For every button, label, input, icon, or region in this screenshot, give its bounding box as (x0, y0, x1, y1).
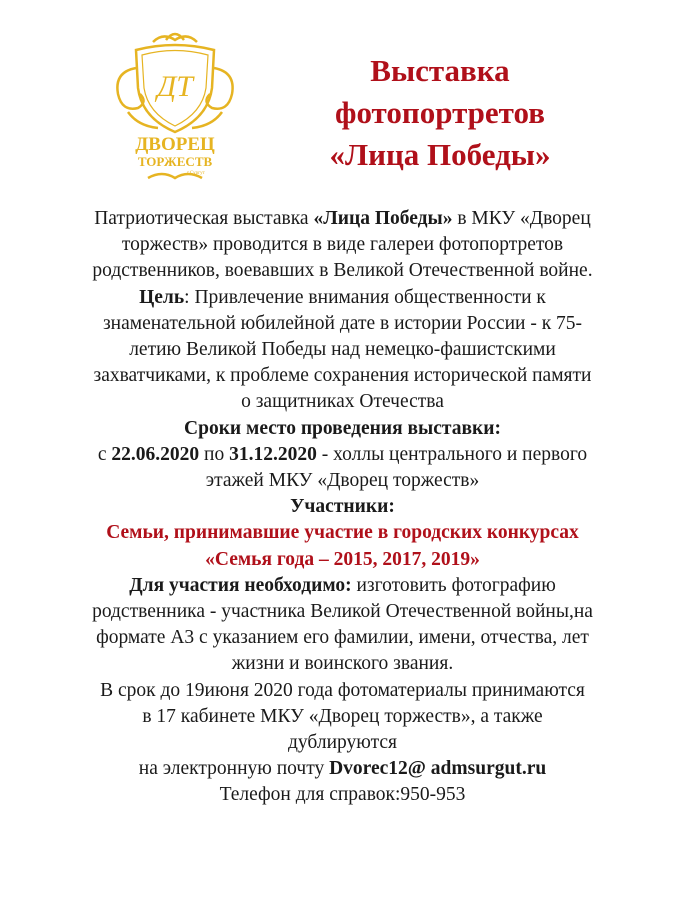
title-line-2: фотопортретов (335, 95, 545, 130)
dates-line: этажей МКУ «Дворец торжеств» (205, 470, 480, 492)
participants-line: Семьи, принимавшие участие в городских конкурсах (106, 522, 579, 544)
intro-line: Патриотическая выставка «Лица Победы» в МКУ «Дворец (94, 208, 591, 229)
intro-line: родственников, воевавших в Великой Отечественной войне. (92, 260, 593, 282)
submission-line: в 17 кабинете МКУ «Дворец торжеств», а также (142, 705, 543, 727)
submission-line: дублируются (288, 732, 397, 754)
requirements-line: жизни и воинского звания. (231, 653, 454, 675)
phone-number: 950-953 (400, 784, 466, 806)
email-link[interactable]: Dvorec12@ admsurgut.ru (329, 758, 547, 780)
title-line-3: «Лица Победы» (329, 137, 551, 172)
goal-line: Цель: Привлечение внимания общественности к (139, 286, 546, 308)
requirements-line: родственника - участника Великой Отечественной войны,на (92, 601, 593, 623)
svg-text:ТОРЖЕСТВ: ТОРЖЕСТВ (137, 154, 213, 169)
page-title (300, 50, 580, 176)
crest-icon (108, 28, 243, 188)
goal-line: летию Великой Победы над немецко-фашистскими (129, 339, 556, 361)
goal-label: Цель (139, 286, 185, 308)
requirements-label: Для участия необходимо: (129, 574, 352, 596)
svg-text:ДВОРЕЦ: ДВОРЕЦ (135, 134, 215, 155)
goal-line: захватчиками, к проблеме сохранения исторической памяти (93, 365, 592, 387)
announcement-body (40, 206, 645, 809)
requirements-line: формате А3 с указанием его фамилии, имени, отчества, лет (96, 627, 589, 649)
participants-heading: Участники: (290, 496, 395, 518)
svg-text:ДТ: ДТ (157, 70, 193, 103)
goal-line: о защитниках Отечества (241, 391, 444, 413)
phone-line: Телефон для справок:950-953 (219, 784, 466, 806)
requirements-line: Для участия необходимо: изготовить фотографию (129, 574, 556, 596)
exhibition-name: «Лица Победы» (313, 208, 453, 229)
start-date: 22.06.2020 (111, 443, 200, 465)
intro-line: торжеств» проводится в виде галереи фотопортретов (121, 234, 564, 256)
submission-line: В срок до 19июня 2020 года фотоматериалы принимаются (100, 679, 585, 701)
dates-heading: Сроки место проведения выставки: (184, 417, 501, 439)
dates-line: с 22.06.2020 по 31.12.2020 - холлы центрального и первого (97, 443, 588, 465)
svg-text:г.Сургут: г.Сургут (187, 171, 205, 176)
goal-line: знаменательной юбилейной дате в истории России - к 75- (102, 312, 583, 334)
title-line-1: Выставка (370, 53, 510, 88)
end-date: 31.12.2020 (229, 443, 317, 465)
participants-line: «Семья года – 2015, 2017, 2019» (205, 548, 480, 570)
email-line: на электронную почту Dvorec12@ admsurgut.ru (138, 758, 547, 780)
dvorets-torzhestv-logo (108, 28, 243, 188)
